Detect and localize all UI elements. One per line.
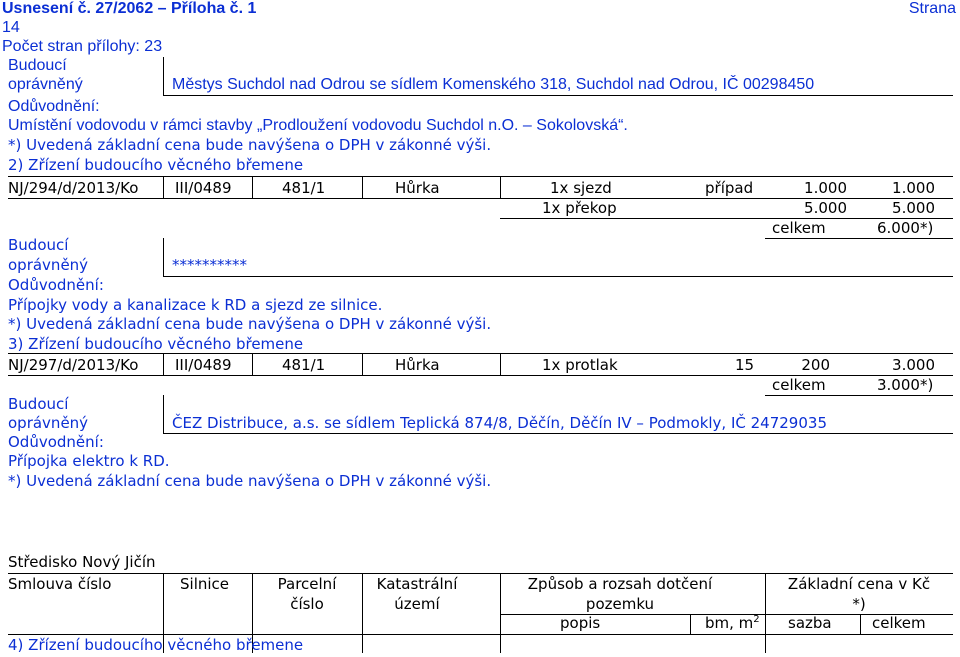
entry2-road: III/0489 bbox=[175, 179, 232, 197]
entry3-sum-label: celkem bbox=[772, 376, 826, 394]
beneficiary-label-line2: oprávněný bbox=[8, 76, 83, 93]
entry3-heading: 3) Zřízení budoucího věcného břemene bbox=[8, 335, 304, 353]
beneficiary-underline bbox=[163, 433, 953, 434]
entry2-justification: Přípojky vody a kanalizace k RD a sjezd ze silnice. bbox=[8, 296, 383, 314]
entry3-rate: 200 bbox=[801, 356, 830, 374]
subheader-divider bbox=[690, 614, 691, 634]
entry3-total: 3.000 bbox=[892, 356, 935, 374]
col-method-header-line2: pozemku bbox=[585, 595, 655, 613]
entry2-sum-value: 6.000*) bbox=[877, 219, 934, 237]
beneficiary-label-line1: Budoucí bbox=[8, 57, 67, 74]
cell-divider bbox=[500, 353, 501, 375]
table-header-top-border bbox=[8, 573, 953, 574]
col-road-header: Silnice bbox=[180, 575, 230, 593]
document-title: Usnesení č. 27/2062 – Příloha č. 1 bbox=[2, 0, 257, 17]
entry2-row1-desc: 1x sjezd bbox=[550, 179, 612, 197]
cell-divider bbox=[500, 176, 501, 198]
col-territory-header-line2: území bbox=[394, 595, 440, 613]
row-top-border bbox=[8, 353, 953, 354]
justification-label: Odůvodnění: bbox=[8, 276, 104, 294]
dph-note: *) Uvedená základní cena bude navýšena o DPH v zákonné výši. bbox=[8, 136, 492, 154]
entry2-territory: Hůrka bbox=[395, 179, 440, 197]
beneficiary-divider bbox=[163, 395, 164, 433]
entry2-row2-rate: 5.000 bbox=[804, 199, 847, 217]
subheader-celkem: celkem bbox=[872, 614, 926, 632]
beneficiary-underline bbox=[163, 276, 953, 277]
entry3-desc: 1x protlak bbox=[542, 356, 618, 374]
entry3-parcel: 481/1 bbox=[282, 356, 326, 374]
subheader-popis: popis bbox=[560, 614, 601, 632]
cell-divider bbox=[163, 353, 164, 375]
page-number: 14 bbox=[2, 19, 20, 36]
cell-divider bbox=[362, 176, 363, 198]
cell-divider bbox=[362, 353, 363, 375]
entry3-justification: Přípojka elektro k RD. bbox=[8, 452, 170, 470]
section-name: Středisko Nový Jičín bbox=[8, 553, 156, 571]
subheader-bm-sup: 2 bbox=[753, 614, 760, 625]
attachment-page-count: Počet stran přílohy: 23 bbox=[2, 38, 163, 55]
beneficiary-divider bbox=[163, 57, 164, 95]
beneficiary-label-line2: oprávněný bbox=[8, 414, 89, 432]
beneficiary-label-line2: oprávněný bbox=[8, 256, 89, 274]
page-label: Strana bbox=[908, 0, 956, 17]
beneficiary-label-line1: Budoucí bbox=[8, 236, 69, 254]
entry2-row2-total: 5.000 bbox=[892, 199, 935, 217]
cell-divider bbox=[252, 176, 253, 198]
entry2-contract: NJ/294/d/2013/Ko bbox=[8, 179, 139, 197]
entry2-beneficiary: ********** bbox=[172, 256, 247, 274]
entry3-beneficiary: ČEZ Distribuce, a.s. se sídlem Teplická 874/8, Děčín, Děčín IV – Podmokly, IČ 24729035 bbox=[172, 414, 827, 432]
cell-divider bbox=[163, 176, 164, 198]
subheader-sazba: sazba bbox=[788, 614, 832, 632]
entry2-row2-desc: 1x překop bbox=[542, 199, 617, 217]
entry3-road: III/0489 bbox=[175, 356, 232, 374]
entry4-heading: 4) Zřízení budoucího věcného břemene bbox=[8, 636, 304, 654]
justification-label: Odůvodnění: bbox=[8, 98, 100, 115]
entry3-territory: Hůrka bbox=[395, 356, 440, 374]
col-price-header-line2: *) bbox=[852, 595, 866, 613]
col-contract-header: Smlouva číslo bbox=[8, 575, 112, 593]
entry2-row1-rate: 1.000 bbox=[804, 179, 847, 197]
col-parcel-header-line2: číslo bbox=[290, 595, 324, 613]
justification-label: Odůvodnění: bbox=[8, 433, 104, 451]
subheader-bm bbox=[705, 614, 760, 632]
subheader-bm-text: bm, m bbox=[705, 614, 754, 632]
entry2-parcel: 481/1 bbox=[282, 179, 326, 197]
beneficiary-label-line1: Budoucí bbox=[8, 395, 69, 413]
entry1-justification: Umístění vodovodu v rámci stavby „Prodloužení vodovodu Suchdol n.O. – Sokolovská“. bbox=[8, 117, 628, 134]
dph-note: *) Uvedená základní cena bude navýšena o DPH v zákonné výši. bbox=[8, 315, 492, 333]
entry2-row1-unit: případ bbox=[705, 179, 754, 197]
cell-divider bbox=[252, 353, 253, 375]
sum-underline bbox=[765, 395, 953, 396]
entry3-contract: NJ/297/d/2013/Ko bbox=[8, 356, 139, 374]
entry3-qty: 15 bbox=[735, 356, 755, 374]
table-header-bottom-border bbox=[8, 634, 953, 635]
dph-note: *) Uvedená základní cena bude navýšena o DPH v zákonné výši. bbox=[8, 472, 492, 490]
entry3-sum-value: 3.000*) bbox=[877, 376, 934, 394]
beneficiary-divider bbox=[163, 238, 164, 276]
row-top-border bbox=[8, 176, 953, 177]
entry1-beneficiary: Městys Suchdol nad Odrou se sídlem Komenského 318, Suchdol nad Odrou, IČ 00298450 bbox=[172, 76, 815, 93]
sum-underline bbox=[765, 238, 953, 239]
col-territory-header-line1: Katastrální bbox=[376, 575, 458, 593]
entry2-sum-label: celkem bbox=[772, 219, 826, 237]
col-method-header-line1: Způsob a rozsah dotčení bbox=[527, 575, 713, 593]
entry2-heading: 2) Zřízení budoucího věcného břemene bbox=[8, 156, 304, 174]
entry2-row1-total: 1.000 bbox=[892, 179, 935, 197]
beneficiary-underline bbox=[163, 95, 953, 96]
subheader-divider bbox=[860, 614, 861, 634]
col-price-header-line1: Základní cena v Kč bbox=[787, 575, 931, 593]
col-parcel-header-line1: Parcelní bbox=[277, 575, 337, 593]
